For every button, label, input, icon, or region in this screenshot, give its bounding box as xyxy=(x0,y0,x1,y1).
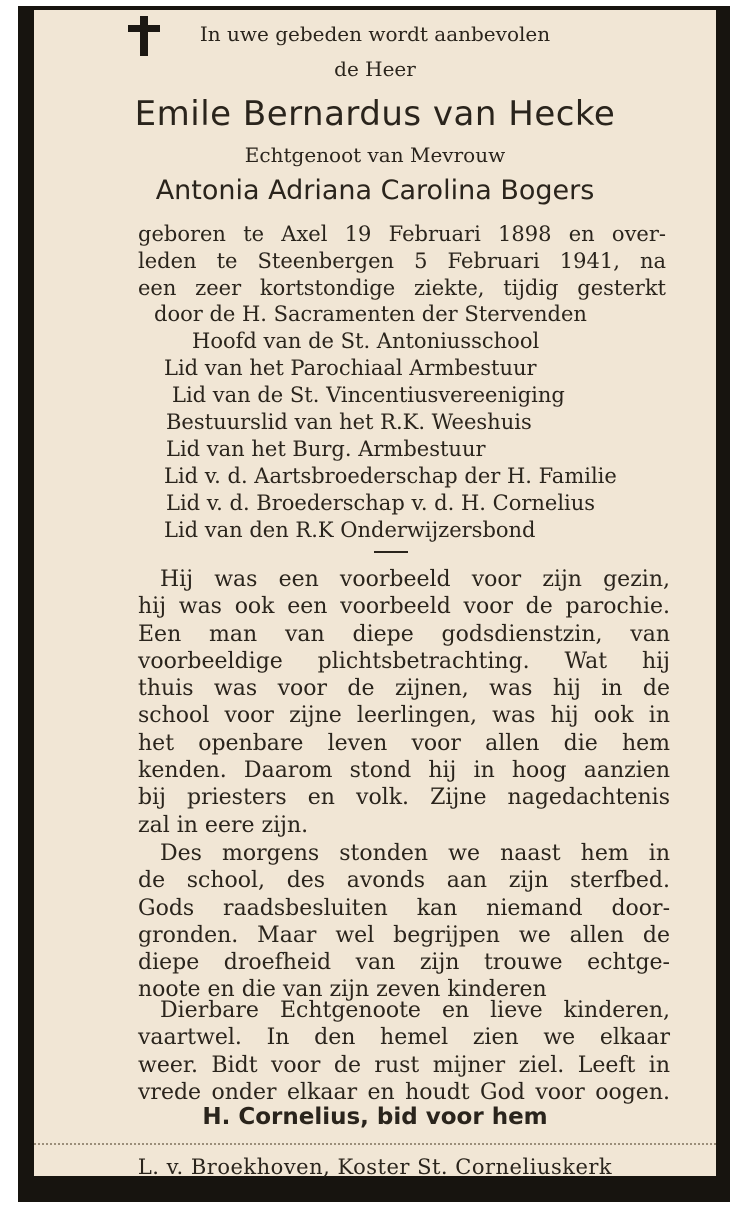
title-de-heer: de Heer xyxy=(334,57,416,81)
paragraph-line: de school, des avonds aan zijn sterfbed. xyxy=(138,868,670,894)
paragraph-line: gronden. Maar wel begrijpen we allen de xyxy=(138,922,670,948)
spouse-intro: Echtgenoot van Mevrouw xyxy=(244,143,506,167)
separator-dash xyxy=(374,551,408,553)
paragraph-line: school voor zijne leerlingen, was hij ook in xyxy=(138,703,670,729)
function-item: Lid v. d. Aartsbroederschap der H. Familie xyxy=(164,464,617,488)
printer-line: L. v. Broekhoven, Koster St. Corneliuskerk xyxy=(137,1155,613,1179)
spouse-name: Antonia Adriana Carolina Bogers xyxy=(155,175,595,206)
paragraph-line: hij was ook een voorbeeld voor de parochie. xyxy=(138,594,670,620)
function-item: Lid van het Parochiaal Armbestuur xyxy=(164,356,537,380)
paragraph-line: Gods raadsbesluiten kan niemand door- xyxy=(138,895,670,921)
card-content xyxy=(34,10,716,1179)
bio-line: geboren te Axel 19 Februari 1898 en over- xyxy=(138,222,666,246)
intro-line: In uwe gebeden wordt aanbevolen xyxy=(199,22,551,46)
bio-line: door de H. Sacramenten der Stervenden xyxy=(154,302,587,326)
prayer-line: H. Cornelius, bid voor hem xyxy=(202,1104,548,1130)
bio-line: een zeer kortstondige ziekte, tijdig gesterkt xyxy=(138,276,666,300)
paragraph-line: het openbare leven voor allen die hem xyxy=(138,730,670,756)
paragraph-line: Dierbare Echtgenoote en lieve kinderen, xyxy=(160,998,670,1023)
paragraph-line: zal in eere zijn. xyxy=(138,812,309,838)
function-item: Bestuurslid van het R.K. Weeshuis xyxy=(166,410,532,434)
paragraph-1 xyxy=(138,566,670,839)
function-item: Lid van den R.K Onderwijzersbond xyxy=(164,518,536,542)
function-item: Hoofd van de St. Antoniusschool xyxy=(192,329,540,353)
paragraph-line: noote en die van zijn zeven kinderen xyxy=(138,977,547,1003)
paragraph-line: kenden. Daarom stond hij in hoog aanzien xyxy=(138,758,670,784)
bio-line: leden te Steenbergen 5 Februari 1941, na xyxy=(138,249,666,273)
paragraph-line: thuis was voor de zijnen, was hij in de xyxy=(138,676,670,702)
paragraph-line: Een man van diepe godsdienstzin, van xyxy=(138,621,670,647)
paragraph-line: Des morgens stonden we naast hem in xyxy=(160,841,670,866)
paragraph-2 xyxy=(138,840,670,1004)
paragraph-line: weer. Bidt voor de rust mijner ziel. Leeft in xyxy=(138,1052,670,1078)
paragraph-line: Hij was een voorbeeld voor zijn gezin, xyxy=(160,567,670,592)
function-item: Lid v. d. Broederschap v. d. H. Cornelius xyxy=(166,491,596,515)
paragraph-line: diepe droefheid van zijn trouwe echtge- xyxy=(138,950,670,976)
function-item: Lid van de St. Vincentiusvereeniging xyxy=(172,383,565,407)
paragraph-line: vaartwel. In den hemel zien we elkaar xyxy=(138,1025,670,1051)
deceased-name: Emile Bernardus van Hecke xyxy=(134,94,616,134)
paragraph-3 xyxy=(138,997,670,1106)
function-item: Lid van het Burg. Armbestuur xyxy=(166,437,486,461)
memorial-card xyxy=(18,6,730,1202)
footer-divider xyxy=(34,1143,716,1145)
paragraph-line: vrede onder elkaar en houdt God voor oogen. xyxy=(138,1079,670,1105)
paragraph-line: voorbeeldige plichtsbetrachting. Wat hij xyxy=(138,648,670,674)
paragraph-line: bij priesters en volk. Zijne nagedachtenis xyxy=(138,785,670,811)
